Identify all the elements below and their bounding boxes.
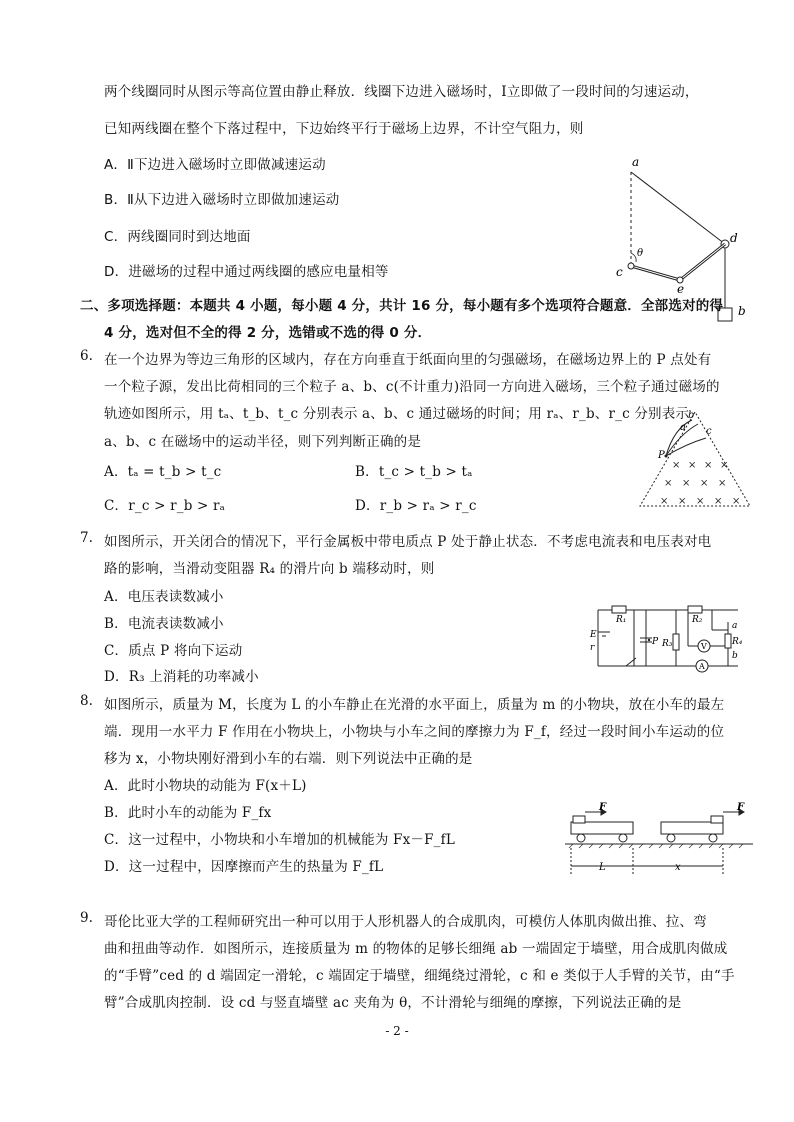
label-R1: R₁ <box>616 615 627 625</box>
label-r: r <box>590 643 595 653</box>
q8-line-3: 移为 x，小物块刚好滑到小车的右端．则下列说法中正确的是 <box>104 751 473 767</box>
svg-text:×: × <box>696 496 705 507</box>
label-slider-a: a <box>732 621 738 631</box>
ammeter-A: A <box>699 662 705 671</box>
label-a: a <box>632 155 640 169</box>
label-E: E <box>590 630 597 640</box>
label-F-start: F <box>599 802 607 813</box>
page-number: - 2 - <box>385 1024 409 1038</box>
q6-option-d: D．r_b > rₐ > r_c <box>355 498 477 514</box>
prev-option-d: D．进磁场的过程中通过两线圈的感应电量相等 <box>104 264 389 280</box>
svg-text:×: × <box>732 496 741 507</box>
q6-line-1: 在一个边界为等边三角形的区域内，存在方向垂直于纸面向里的匀强磁场，在磁场边界上的 P 点处有 <box>104 352 712 368</box>
svg-text:×: × <box>720 460 729 471</box>
q8-option-b: B．此时小车的动能为 F_fx <box>104 805 272 821</box>
q6-option-b: B．t_c > t_b > tₐ <box>355 464 473 480</box>
q7-option-b: B．电流表读数减小 <box>104 616 224 632</box>
label-b-particle: b <box>688 410 695 421</box>
label-slider-b: b <box>732 651 738 661</box>
svg-text:×: × <box>714 496 723 507</box>
q6-line-4: a、b、c 在磁场中的运动半径，则下列判断正确的是 <box>104 434 422 450</box>
label-c: c <box>616 265 623 279</box>
svg-text:×: × <box>704 460 713 471</box>
field-crosses <box>660 460 740 507</box>
label-P: P <box>658 450 665 461</box>
q8-option-c: C．这一过程中，小物块和小车增加的机械能为 Fx－F_fL <box>104 832 455 848</box>
svg-text:×: × <box>678 496 687 507</box>
svg-text:×: × <box>688 460 697 471</box>
section2-heading: 二、多项选择题：本题共 4 小题，每小题 4 分，共计 16 分，每小题有多个选项符合题意．全部选对的得 <box>80 298 724 314</box>
q7-option-a: A．电压表读数减小 <box>104 589 224 605</box>
q6-option-c: C．r_c > r_b > rₐ <box>104 498 226 514</box>
q9-line-3: 的“手臂”ced 的 d 端固定一滑轮，c 端固定于墙壁，细绳绕过滑轮，c 和 e 类似于人手臂的关节，由“手 <box>104 968 735 984</box>
q9-line-1: 哥伦比亚大学的工程师研究出一种可以用于人形机器人的合成肌肉，可模仿人体肌肉做出推、拉、弯 <box>104 914 707 930</box>
q7-line-1: 如图所示，开关闭合的情况下，平行金属板中带电质点 P 处于静止状态．不考虑电流表和电压表对电 <box>104 534 712 550</box>
q9-line-2: 曲和扭曲等动作．如图所示，连接质量为 m 的物体的足够长细绳 ab 一端固定于墙壁，用合成肌肉做成 <box>104 941 728 957</box>
prev-option-c: C．两线圈同时到达地面 <box>104 229 251 245</box>
cart-figure <box>565 800 755 884</box>
q9-number: 9. <box>80 910 93 926</box>
triangle-field-figure <box>636 408 754 514</box>
svg-text:×: × <box>672 460 681 471</box>
label-R4: R₄ <box>732 637 743 647</box>
q8-number: 8. <box>80 693 93 709</box>
svg-text:×: × <box>700 478 709 489</box>
label-x: x <box>675 862 681 873</box>
svg-text:×: × <box>682 478 691 489</box>
q7-number: 7. <box>80 530 93 546</box>
q6-line-2: 一个粒子源，发出比荷相同的三个粒子 a、b、c(不计重力)沿同一方向进入磁场，三个粒子通过磁场的 <box>104 379 720 395</box>
q9-line-4: 臂”合成肌肉控制．设 cd 与竖直墙壁 ac 夹角为 θ，不计滑轮与细绳的摩擦，下列说法正确的是 <box>104 995 682 1011</box>
svg-text:×: × <box>664 478 673 489</box>
label-a-particle: a <box>680 422 686 433</box>
q6-line-3: 轨迹如图所示，用 tₐ、t_b、t_c 分别表示 a、b、c 通过磁场的时间；用 rₐ、r_b、r_c 分别表示 <box>104 406 690 422</box>
label-d: d <box>730 231 738 245</box>
q6-option-a: A．tₐ = t_b > t_c <box>104 464 222 480</box>
q7-option-d: D．R₃ 上消耗的功率减小 <box>104 669 259 685</box>
prev-option-a: A．Ⅱ下边进入磁场时立即做减速运动 <box>104 157 326 173</box>
label-F-end: F <box>737 802 745 813</box>
q6-number: 6. <box>80 348 93 364</box>
q8-line-1: 如图所示，质量为 M，长度为 L 的小车静止在光滑的水平面上，质量为 m 的小物块，放在小车的最左 <box>104 697 725 713</box>
q7-option-c: C．质点 P 将向下运动 <box>104 643 243 659</box>
label-P-charge: P <box>652 637 659 647</box>
q8-option-d: D．这一过程中，因摩擦而产生的热量为 F_fL <box>104 859 384 875</box>
label-e: e <box>677 282 685 296</box>
label-c-particle: c <box>706 426 712 437</box>
q8-option-a: A．此时小物块的动能为 F(x＋L) <box>104 778 307 794</box>
prev-option-b: B．Ⅱ从下边进入磁场时立即做加速运动 <box>104 192 340 208</box>
svg-text:×: × <box>660 496 669 507</box>
label-R3: R₃ <box>662 639 673 649</box>
label-L: L <box>599 862 606 873</box>
svg-text:×: × <box>718 478 727 489</box>
q8-line-2: 端．现用一水平力 F 作用在小物块上，小物块与小车之间的摩擦力为 F_f，经过一段时间小车运动的位 <box>104 724 725 740</box>
q7-line-2: 路的影响，当滑动变阻器 R₄ 的滑片向 b 端移动时，则 <box>104 561 435 577</box>
label-R2: R₂ <box>692 615 703 625</box>
voltmeter-V: V <box>701 642 707 651</box>
section2-heading-cont: 4 分，选对但不全的得 2 分，选错或不选的得 0 分． <box>104 325 432 341</box>
label-b: b <box>738 304 746 318</box>
circuit-figure <box>588 602 748 678</box>
prev-question-line-1: 两个线圈同时从图示等高位置由静止释放．线圈下边进入磁场时，Ⅰ立即做了一段时间的匀速运动， <box>104 84 699 100</box>
label-theta: θ <box>637 248 644 259</box>
prev-question-line-2: 已知两线圈在整个下落过程中，下边始终平行于磁场上边界，不计空气阻力，则 <box>104 121 584 137</box>
